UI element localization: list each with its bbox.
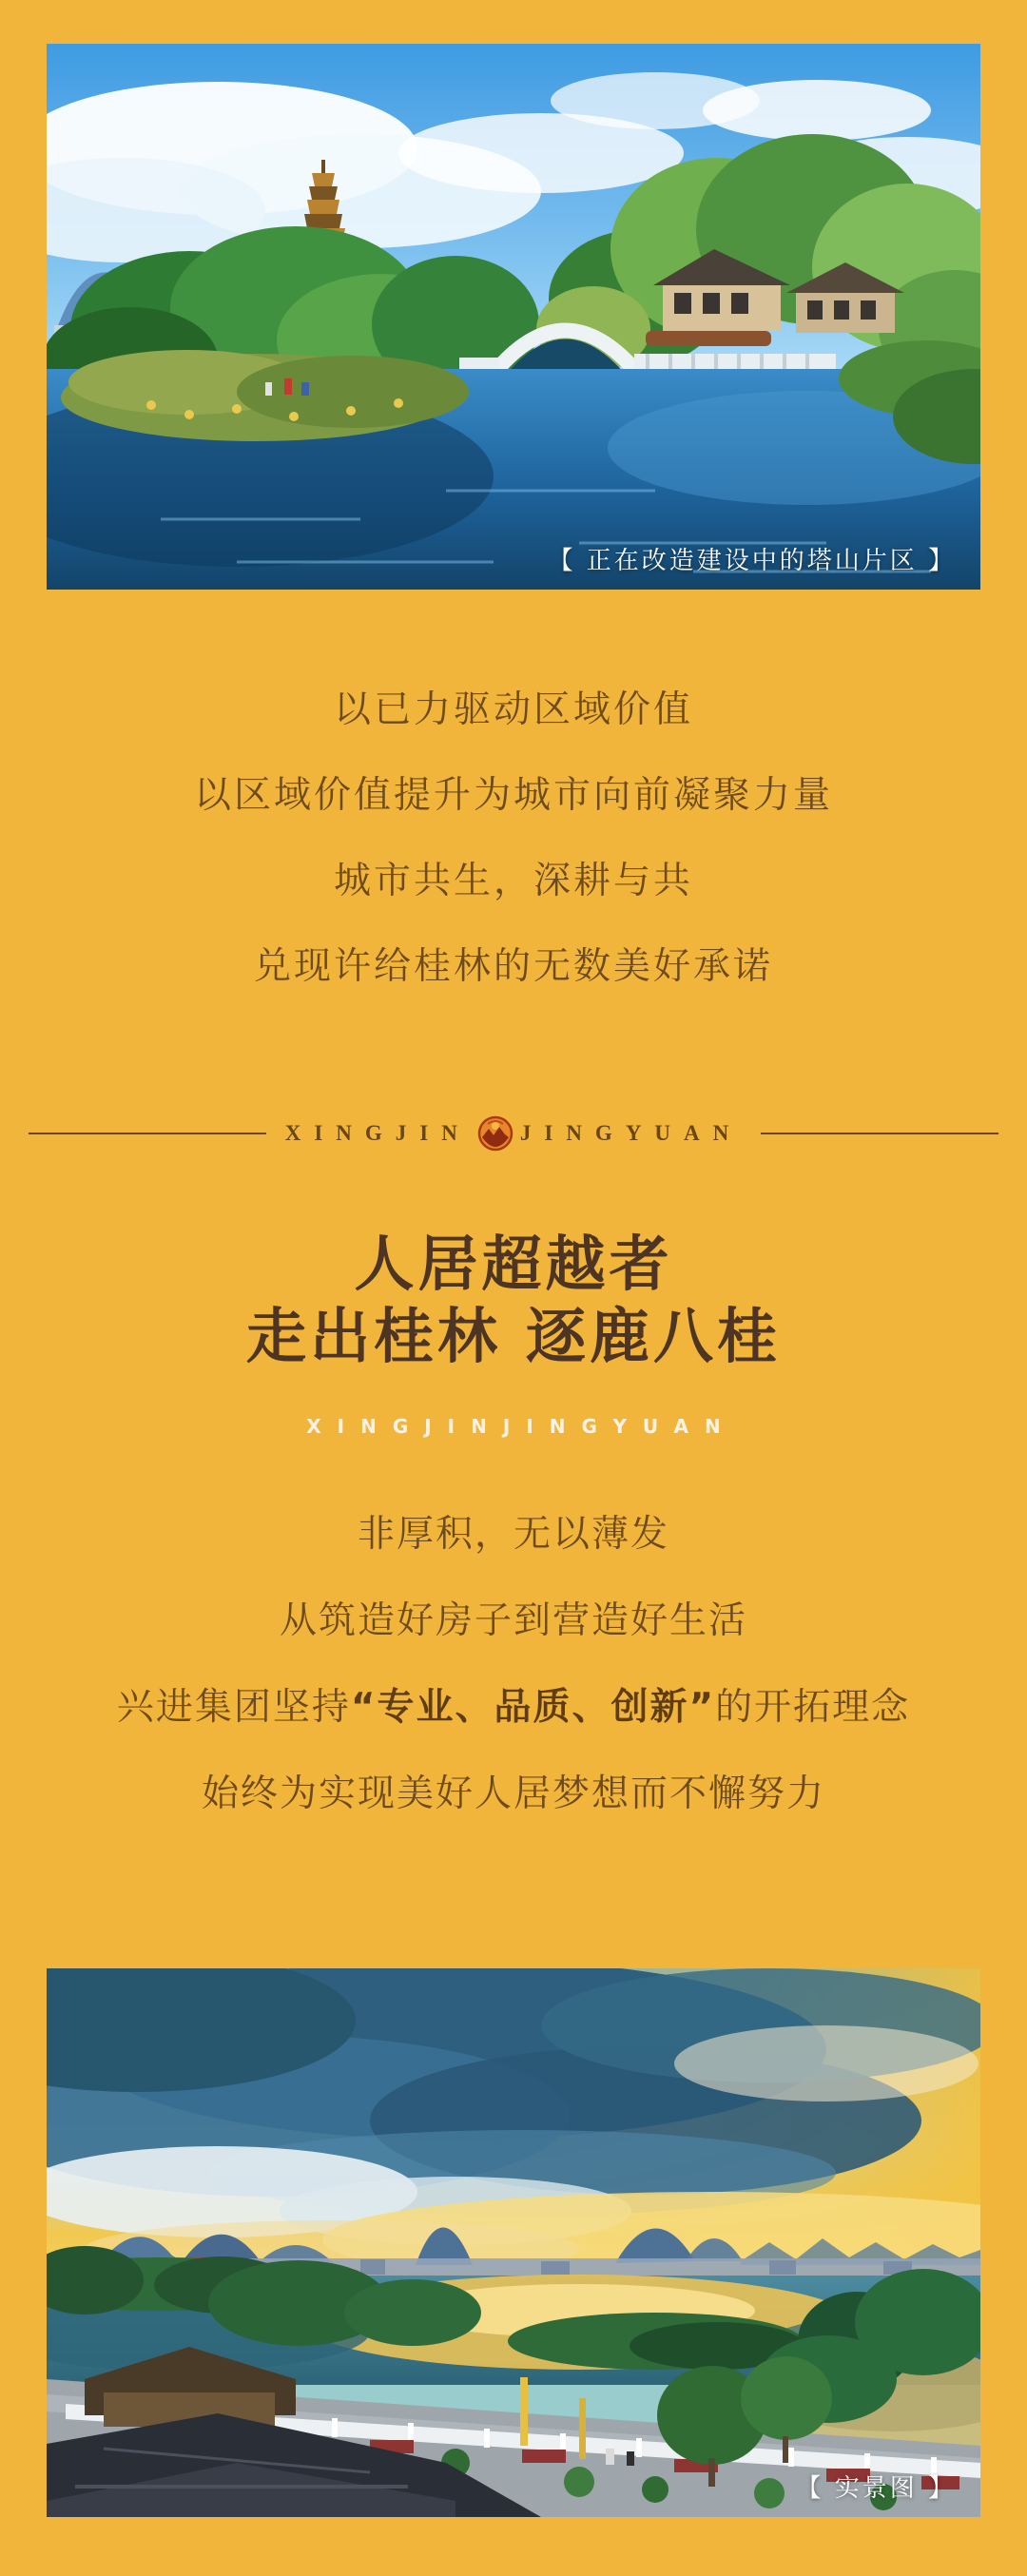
headline-subtext: XINGJINJINGYUAN <box>306 1415 737 1438</box>
river-sunset-illustration <box>47 1968 980 2517</box>
intro-line-2: 以区域价值提升为城市向前凝聚力量 <box>193 774 833 817</box>
statement-line-4: 始终为实现美好人居梦想而不懈努力 <box>201 1772 825 1815</box>
intro-line-1: 以已力驱动区域价值 <box>333 688 693 731</box>
statement-line-3-emphasis: “专业、品质、创新” <box>350 1686 716 1729</box>
lake-park-illustration <box>47 44 980 590</box>
brand-seal-icon <box>476 1114 514 1152</box>
statement-line-1: 非厚积，无以薄发 <box>357 1513 669 1556</box>
hero-photo-lake-park <box>47 44 980 590</box>
intro-line-3: 城市共生，深耕与共 <box>333 860 693 902</box>
statement-line-3-prefix: 兴进集团坚持 <box>116 1686 351 1729</box>
headline-block <box>0 1229 1027 1373</box>
intro-text-block <box>0 668 1027 1010</box>
hero-photo-caption: 【 正在改造建设中的塔山片区 】 <box>548 547 956 575</box>
statement-line-3-suffix: 的开拓理念 <box>715 1686 911 1729</box>
headline-line-2: 走出桂林 逐鹿八桂 <box>246 1302 781 1371</box>
divider-rule-right <box>761 1133 998 1134</box>
divider-rule-left <box>29 1133 266 1134</box>
statement-line-3 <box>0 1664 1027 1751</box>
statement-text-block <box>0 1491 1027 1837</box>
sunset-sky <box>47 1968 980 2287</box>
brand-word-left: XINGJIN <box>284 1121 471 1145</box>
headline-line-1: 人居超越者 <box>354 1230 673 1299</box>
intro-line-4: 兑现许给桂林的无数美好承诺 <box>253 945 773 988</box>
realscene-photo-river-sunset <box>47 1968 980 2517</box>
statement-line-2: 从筑造好房子到营造好生活 <box>279 1599 747 1642</box>
brand-word-right: JINGYUAN <box>519 1121 743 1145</box>
brand-divider <box>29 1117 998 1150</box>
realscene-photo-caption: 【 实景图 】 <box>796 2474 956 2503</box>
